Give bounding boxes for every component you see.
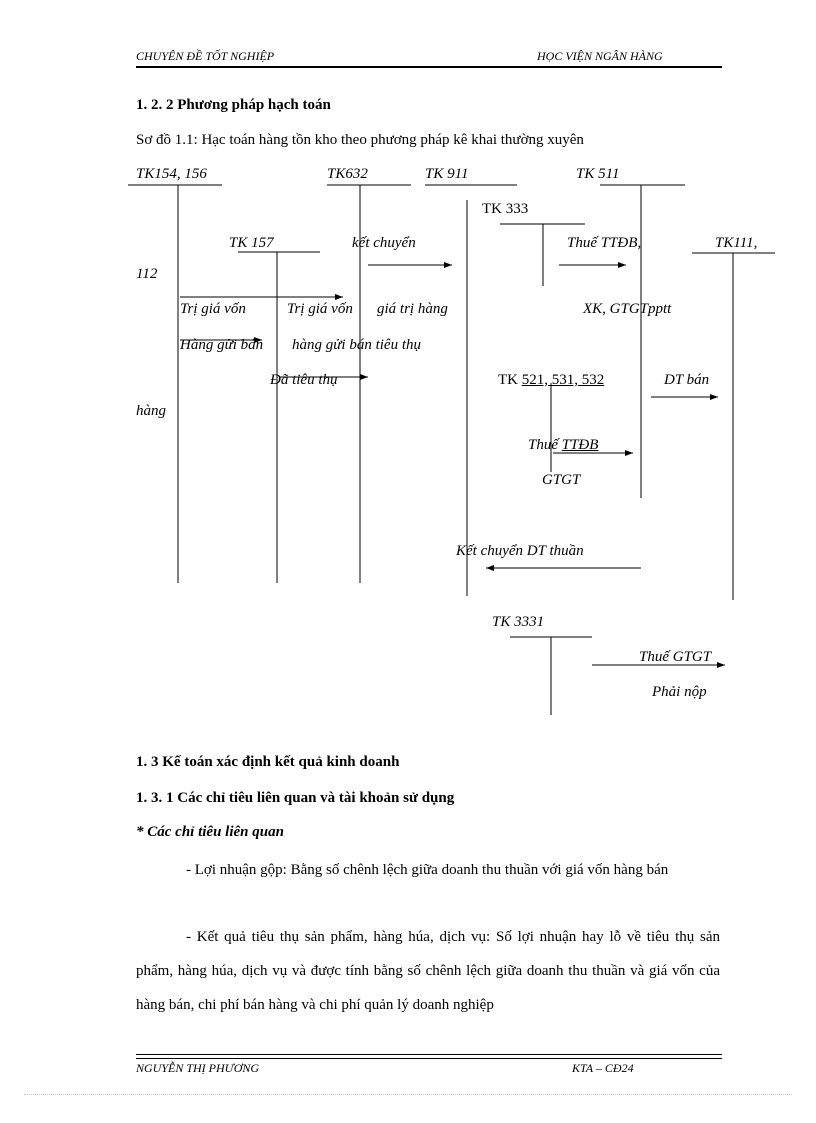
label-thue-ttdb: Thuế TTĐB, (567, 235, 642, 251)
footer-right: KTA – CĐ24 (572, 1061, 634, 1075)
diagram-caption: Sơ đồ 1.1: Hạc toán hàng tồn kho theo phương pháp kê khai thường xuyên (136, 132, 584, 148)
label-gia-tri-hang: giá trị hàng (377, 301, 448, 317)
label-112: 112 (136, 266, 158, 282)
label-tri-gia-von-2: Trị giá vốn (287, 301, 353, 317)
label-tri-gia-von-1: Trị giá vốn (180, 301, 246, 317)
label-gtgt: GTGT (542, 472, 581, 488)
label-thue-ttdb-2 (528, 437, 598, 454)
label-tk911: TK 911 (425, 166, 469, 182)
label-thue-gtgt: Thuế GTGT (639, 649, 712, 665)
header-left: CHUYÊN ĐỀ TỐT NGHIỆP (136, 49, 275, 63)
label-thue-prefix: Thuế (528, 437, 558, 453)
label-tk154: TK154, 156 (136, 166, 207, 182)
label-ket-chuyen: kết chuyển (352, 235, 416, 251)
paragraph-loi-nhuan-gop: - Lợi nhuận gộp: Bằng số chênh lệch giữa doanh thu thuần với giá vốn hàng bán (186, 862, 669, 878)
footer-rule-2 (136, 1058, 722, 1059)
paragraph-ket-qua-tieu-thu: - Kết quả tiêu thụ sản phẩm, hàng húa, dịch vụ: Số lợi nhuận hay lỗ về tiêu thụ sản phẩm, hàng húa, dịch vụ và được tính bằng số chênh lệch giữa doanh thu thuần và giá vốn của hàng bán, chi phí bán hàng và chi phí quản lý doanh nghiệp (136, 929, 720, 1013)
section-1-3-title: 1. 3 Kế toán xác định kết quả kinh doanh (136, 754, 400, 770)
item-heading: * Các chỉ tiêu liên quan (136, 824, 284, 840)
footer-rule-1 (136, 1054, 722, 1055)
label-tk333: TK 333 (482, 201, 529, 217)
section-title: 1. 2. 2 Phương pháp hạch toán (136, 97, 331, 113)
label-tk111: TK111, (715, 235, 758, 251)
label-tk632: TK632 (327, 166, 368, 182)
page-edge-divider (24, 1094, 792, 1095)
section-1-3-1-title: 1. 3. 1 Các chỉ tiêu liên quan và tài khoản sử dụng (136, 790, 455, 806)
label-tk521-prefix: TK (498, 372, 518, 388)
label-hang-gui-ban: Hàng gửi bán (180, 337, 264, 353)
label-xk-gtgt: XK, GTGTpptt (583, 301, 672, 317)
label-ttdb: TTĐB (561, 437, 599, 453)
footer-left: NGUYỄN THỊ PHƯƠNG (136, 1061, 260, 1075)
label-tk157: TK 157 (229, 235, 274, 251)
label-tk521-accounts: 521, 531, 532 (521, 372, 605, 388)
label-tk521 (498, 372, 604, 389)
label-hang-gui-ban-tieu-thu: hàng gửi bán tiêu thụ (292, 337, 422, 353)
label-da-tieu-thu: Đã tiêu thụ (270, 372, 338, 388)
label-dt-ban: DT bán (664, 372, 710, 388)
label-hang: hàng (136, 403, 166, 419)
label-ket-chuyen-dt-thuan: Kết chuyển DT thuần (456, 543, 584, 559)
header-right: HỌC VIỆN NGÂN HÀNG (537, 49, 663, 63)
label-tk511: TK 511 (576, 166, 620, 182)
label-phai-nop: Phải nộp (652, 684, 707, 700)
label-tk3331: TK 3331 (492, 614, 545, 630)
